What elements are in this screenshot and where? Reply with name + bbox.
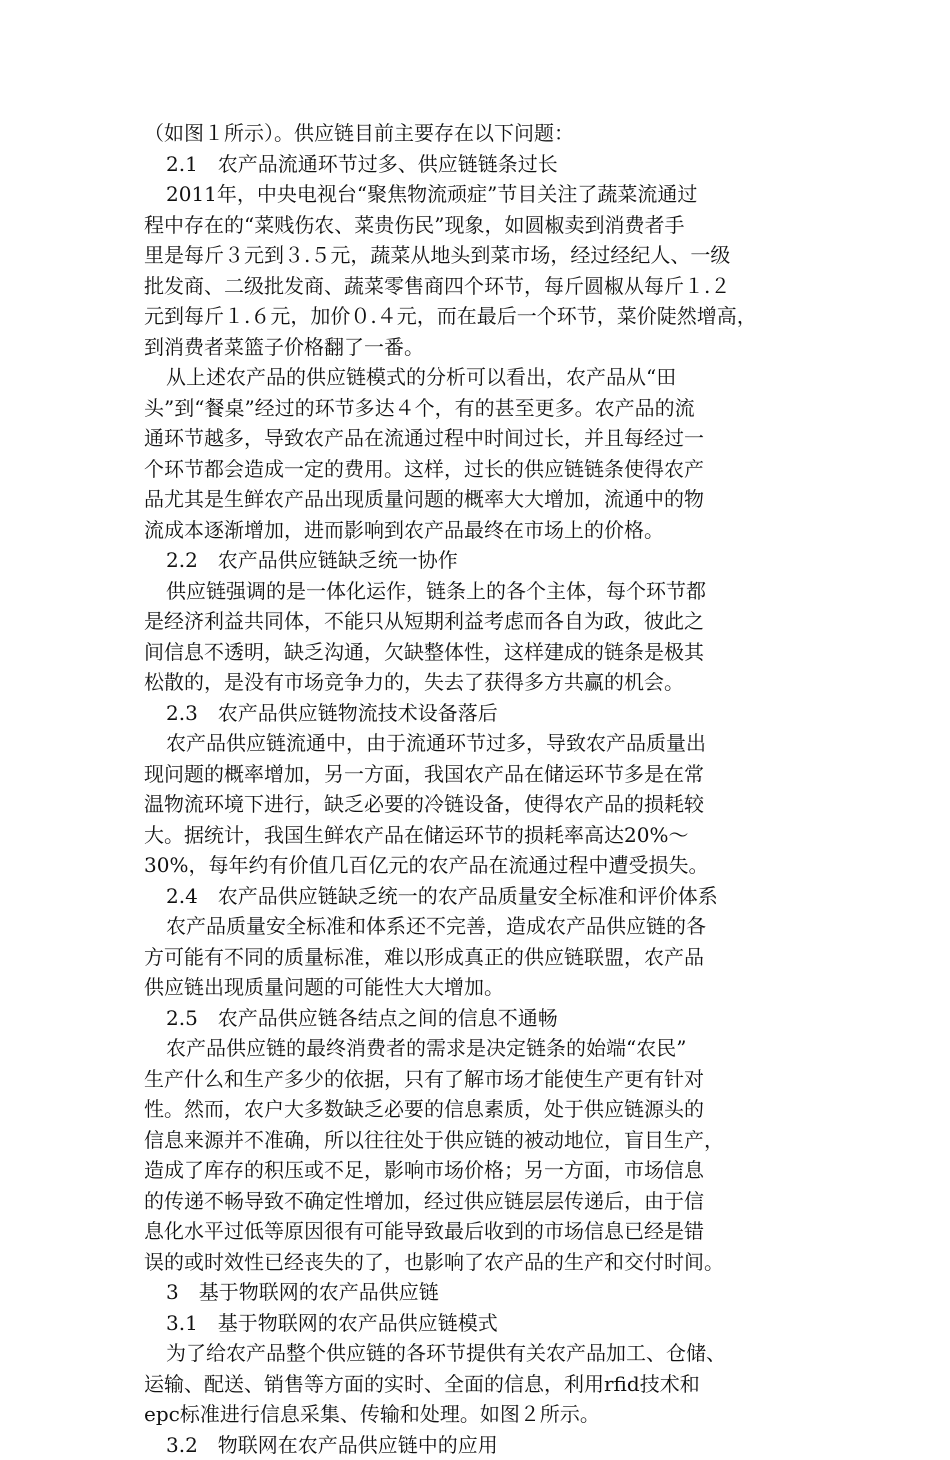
paragraph-line: 信息来源并不准确，所以往往处于供应链的被动地位，盲目生产， (144, 1125, 824, 1156)
paragraph-line: 误的或时效性已经丧失的了，也影响了农产品的生产和交付时间。 (144, 1247, 824, 1278)
paragraph-line: 为了给农产品整个供应链的各环节提供有关农产品加工、仓储、 (144, 1338, 824, 1369)
paragraph-line: 通环节越多，导致农产品在流通过程中时间过长，并且每经过一 (144, 423, 824, 454)
paragraph-line: 间信息不透明，缺乏沟通，欠缺整体性，这样建成的链条是极其 (144, 637, 824, 668)
paragraph-line: epc标准进行信息采集、传输和处理。如图２所示。 (144, 1399, 824, 1430)
paragraph-line: 生产什么和生产多少的依据，只有了解市场才能使生产更有针对 (144, 1064, 824, 1095)
paragraph-line: 个环节都会造成一定的费用。这样，过长的供应链链条使得农产 (144, 454, 824, 485)
paragraph-line: 元到每斤１.６元，加价０.４元，而在最后一个环节，菜价陡然增高， (144, 301, 824, 332)
paragraph-line: 头”到“餐桌”经过的环节多达４个，有的甚至更多。农产品的流 (144, 393, 824, 424)
paragraph-line: 农产品供应链的最终消费者的需求是决定链条的始端“农民” (144, 1033, 824, 1064)
paragraph-line: 运输、配送、销售等方面的实时、全面的信息，利用rfid技术和 (144, 1369, 824, 1400)
paragraph-line: 温物流环境下进行，缺乏必要的冷链设备，使得农产品的损耗较 (144, 789, 824, 820)
section-heading-3-2: 3.2 物联网在农产品供应链中的应用 (144, 1430, 824, 1460)
paragraph-line: 松散的，是没有市场竞争力的，失去了获得多方共赢的机会。 (144, 667, 824, 698)
paragraph-line: 从上述农产品的供应链模式的分析可以看出，农产品从“田 (144, 362, 824, 393)
paragraph-line: 到消费者菜篮子价格翻了一番。 (144, 332, 824, 363)
paragraph-line: 农产品质量安全标准和体系还不完善，造成农产品供应链的各 (144, 911, 824, 942)
paragraph-line: 现问题的概率增加，另一方面，我国农产品在储运环节多是在常 (144, 759, 824, 790)
section-heading-2-2: 2.2 农产品供应链缺乏统一协作 (144, 545, 824, 576)
paragraph-line: 方可能有不同的质量标准，难以形成真正的供应链联盟，农产品 (144, 942, 824, 973)
paragraph-line: 农产品供应链流通中，由于流通环节过多，导致农产品质量出 (144, 728, 824, 759)
paragraph-line: 的传递不畅导致不确定性增加，经过供应链层层传递后，由于信 (144, 1186, 824, 1217)
paragraph-line: 供应链强调的是一体化运作，链条上的各个主体，每个环节都 (144, 576, 824, 607)
paragraph-line: 品尤其是生鲜农产品出现质量问题的概率大大增加，流通中的物 (144, 484, 824, 515)
paragraph-line: 2011年，中央电视台“聚焦物流顽症”节目关注了蔬菜流通过 (144, 179, 824, 210)
section-heading-3: 3 基于物联网的农产品供应链 (144, 1277, 824, 1308)
section-heading-3-1: 3.1 基于物联网的农产品供应链模式 (144, 1308, 824, 1339)
paragraph-line: 性。然而，农户大多数缺乏必要的信息素质，处于供应链源头的 (144, 1094, 824, 1125)
paragraph-line: 大。据统计，我国生鲜农产品在储运环节的损耗率高达20%～ (144, 820, 824, 851)
paragraph-line: 流成本逐渐增加，进而影响到农产品最终在市场上的价格。 (144, 515, 824, 546)
body-line: （如图１所示）。供应链目前主要存在以下问题： (144, 118, 824, 149)
section-heading-2-4: 2.4 农产品供应链缺乏统一的农产品质量安全标准和评价体系 (144, 881, 824, 912)
paragraph-line: 息化水平过低等原因很有可能导致最后收到的市场信息已经是错 (144, 1216, 824, 1247)
paragraph-line: 程中存在的“菜贱伤农、菜贵伤民”现象，如圆椒卖到消费者手 (144, 210, 824, 241)
section-heading-2-3: 2.3 农产品供应链物流技术设备落后 (144, 698, 824, 729)
article-body (144, 118, 824, 1460)
paragraph-line: 造成了库存的积压或不足，影响市场价格；另一方面，市场信息 (144, 1155, 824, 1186)
paragraph-line: 供应链出现质量问题的可能性大大增加。 (144, 972, 824, 1003)
paragraph-line: 是经济利益共同体，不能只从短期利益考虑而各自为政，彼此之 (144, 606, 824, 637)
paragraph-line: 里是每斤３元到３.５元，蔬菜从地头到菜市场，经过经纪人、一级 (144, 240, 824, 271)
paragraph-line: 30%，每年约有价值几百亿元的农产品在流通过程中遭受损失。 (144, 850, 824, 881)
section-heading-2-1: 2.1 农产品流通环节过多、供应链链条过长 (144, 149, 824, 180)
paragraph-line: 批发商、二级批发商、蔬菜零售商四个环节，每斤圆椒从每斤１.２ (144, 271, 824, 302)
section-heading-2-5: 2.5 农产品供应链各结点之间的信息不通畅 (144, 1003, 824, 1034)
